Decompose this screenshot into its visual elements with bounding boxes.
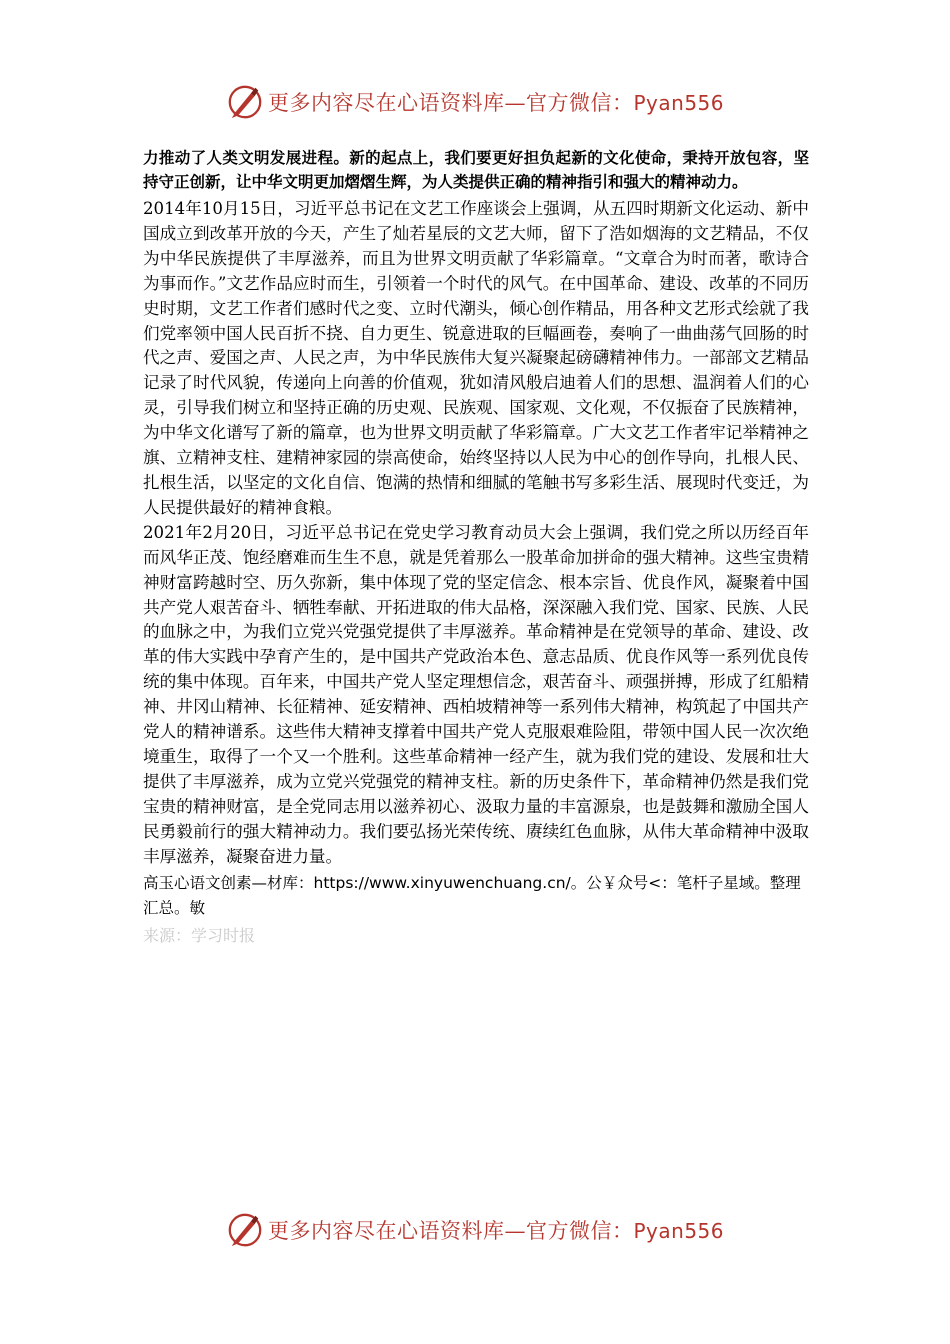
resource-note: 高玉心语文创素—材库：https://www.xinyuwenchuang.cn/。公￥众号<：笔杆子星域。整理汇总。敏 <box>143 874 801 918</box>
pen-logo-icon <box>226 83 264 121</box>
banner-wechat-id: Pyan556 <box>633 91 725 115</box>
source-line: 来源：学习时报 <box>143 926 256 946</box>
footer-banner <box>226 1210 724 1250</box>
lead-paragraph: 力推动了人类文明发展进程。新的起点上，我们要更好担负起新的文化使命，秉持开放包容，坚持守正创新，让中华文明更加熠熠生辉，为人类提供正确的精神指引和强大的精神动力。 <box>143 149 809 191</box>
header-banner <box>226 82 724 122</box>
paragraph-2021: 2021年2月20日，习近平总书记在党史学习教育动员大会上强调，我们党之所以历经百年而风华正茂、饱经磨难而生生不息，就是凭着那么一股革命加拼命的强大精神。这些宝贵精神财富跨越时空、历久弥新，集中体现了党的坚定信念、根本宗旨、优良作风，凝聚着中国共产党人艰苦奋斗、牺牲奉献、开拓进取的伟大品格，深深融入我们党、国家、民族、人民的血脉之中，为我们立党兴党强党提供了丰厚滋养。革命精神是在党领导的革命、建设、改革的伟大实践中孕育产生的，是中国共产党政治本色、意志品质、优良作风等一系列优良传统的集中体现。百年来，中国共产党人坚定理想信念，艰苦奋斗、顽强拼搏，形成了红船精神、井冈山精神、长征精神、延安精神、西柏坡精神等一系列伟大精神，构筑起了中国共产党人的精神谱系。这些伟大精神支撑着中国共产党人克服艰难险阻，带领中国人民一次次绝境重生，取得了一个又一个胜利。这些革命精神一经产生，就为我们党的建设、发展和壮大提供了丰厚滋养，成为立党兴党强党的精神支柱。新的历史条件下，革命精神仍然是我们党宝贵的精神财富，是全党同志用以滋养初心、汲取力量的丰富源泉，也是鼓舞和激励全国人民勇毅前行的强大精神动力。我们要弘扬光荣传统、赓续红色血脉，从伟大革命精神中汲取丰厚滋养，凝聚奋进力量。 <box>143 522 809 866</box>
document-body <box>143 146 809 949</box>
paragraph-2014: 2014年10月15日，习近平总书记在文艺工作座谈会上强调，从五四时期新文化运动、新中国成立到改革开放的今天，产生了灿若星辰的文艺大师，留下了浩如烟海的文艺精品，不仅为中华民族提供了丰厚滋养，而且为世界文明贡献了华彩篇章。“文章合为时而著，歌诗合为事而作。”文艺作品应时而生，引领着一个时代的风气。在中国革命、建设、改革的不同历史时期，文艺工作者们感时代之变、立时代潮头，倾心创作精品，用各种文艺形式绘就了我们党率领中国人民百折不挠、自力更生、锐意进取的巨幅画卷，奏响了一曲曲荡气回肠的时代之声、爱国之声、人民之声，为中华民族伟大复兴凝聚起磅礴精神伟力。一部部文艺精品记录了时代风貌，传递向上向善的价值观，犹如清风般启迪着人们的思想、温润着人们的心灵，引导我们树立和坚持正确的历史观、民族观、国家观、文化观，不仅振奋了民族精神，为中华文化谱写了新的篇章，也为世界文明贡献了华彩篇章。广大文艺工作者牢记举精神之旗、立精神支柱、建精神家园的崇高使命，始终坚持以人民为中心的创作导向，扎根人民、扎根生活，以坚定的文化自信、饱满的热情和细腻的笔触书写多彩生活、展现时代变迁，为人民提供最好的精神食粮。 <box>143 199 809 517</box>
banner-text <box>268 1215 724 1245</box>
banner-wechat-id: Pyan556 <box>633 1219 725 1243</box>
banner-title: 更多内容尽在心语资料库—官方微信： <box>268 1219 634 1243</box>
banner-text <box>268 87 724 117</box>
banner-title: 更多内容尽在心语资料库—官方微信： <box>268 91 634 115</box>
pen-logo-icon <box>226 1211 264 1249</box>
